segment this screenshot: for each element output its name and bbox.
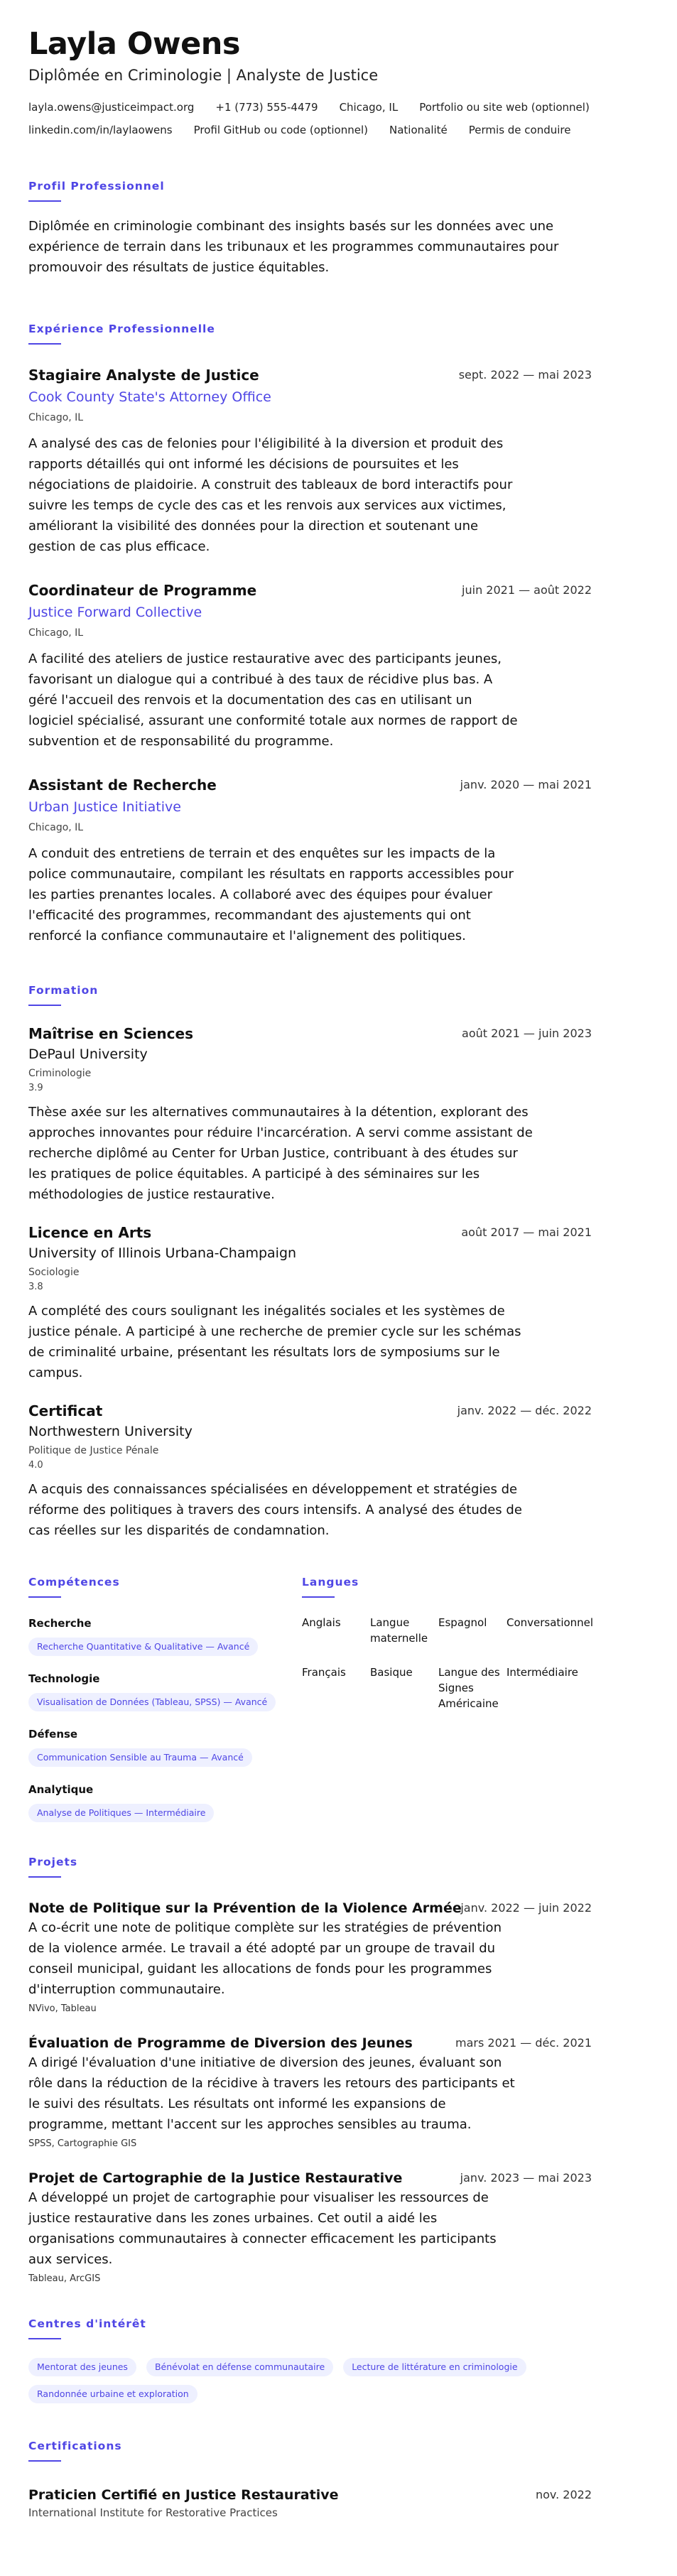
section-divider — [28, 1876, 61, 1878]
skill-group — [28, 1616, 302, 1656]
education-school: Northwestern University — [28, 1424, 193, 1439]
interest-chip: Lecture de littérature en criminologie — [343, 2358, 526, 2376]
certification-name: Praticien Certifié en Justice Restaurative — [28, 2487, 339, 2503]
skill-category: Défense — [28, 1728, 78, 1741]
skill-category: Analytique — [28, 1783, 94, 1796]
experience-dates: janv. 2020 — mai 2021 — [460, 778, 592, 791]
language-name: Anglais — [302, 1616, 341, 1629]
education-field: Sociologie — [28, 1267, 80, 1278]
experience-description: A conduit des entretiens de terrain et des enquêtes sur les impacts de la police communautaire, compilant les résultats en rapports accessibles pour les parties prenantes locales. A collaboré avec des équipes pour évaluer l'efficacité des programmes, recommandant des ajustements qui ont renforcé la confiance communautaire et l'alignement des politiques. — [28, 846, 514, 943]
contact-phone[interactable]: +1 (773) 555-4479 — [215, 101, 318, 114]
experience-description: A facilité des ateliers de justice restaurative avec des participants jeunes, favorisant un dialogue qui a contribué à des taux de récidive plus bas. A géré l'accueil des renvois et la documentation des cas en utilisant un logiciel spécialisé, assurant une conformité totale aux normes de rapport de subvention et de responsabilité du programme. — [28, 651, 518, 749]
education-dates: janv. 2022 — déc. 2022 — [457, 1404, 592, 1417]
experience-entry — [28, 366, 592, 557]
project-description: A co-écrit une note de politique complète sur les stratégies de prévention de la violence armée. Le travail a été adopté par un groupe de travail du conseil municipal, guidant les allocations de fonds pour les programmes d'interruption communautaire. — [28, 1920, 502, 1997]
project-entry — [28, 2169, 592, 2285]
interest-chip-list — [28, 2358, 597, 2403]
interest-chip: Mentorat des jeunes — [28, 2358, 136, 2376]
section-divider — [302, 1596, 335, 1598]
language-list — [302, 1615, 592, 1711]
section-title-skills: Compétences — [28, 1576, 120, 1589]
skill-group — [28, 1672, 302, 1711]
skill-category: Technologie — [28, 1672, 100, 1685]
experience-organization: Urban Justice Initiative — [28, 799, 181, 815]
education-school: University of Illinois Urbana-Champaign — [28, 1245, 297, 1261]
education-degree: Certificat — [28, 1402, 103, 1419]
project-dates: janv. 2022 — juin 2022 — [460, 1901, 592, 1915]
project-dates: janv. 2023 — mai 2023 — [460, 2171, 592, 2185]
skill-chip: Communication Sensible au Trauma — Avancé — [28, 1748, 252, 1767]
education-section — [28, 983, 592, 1541]
contact-location: Chicago, IL — [339, 101, 399, 114]
experience-organization: Cook County State's Attorney Office — [28, 389, 271, 405]
project-dates: mars 2021 — déc. 2021 — [455, 2036, 592, 2050]
certification-issuer: International Institute for Restorative Practices — [28, 2506, 278, 2519]
contact-list — [28, 101, 639, 136]
interest-chip: Bénévolat en défense communautaire — [146, 2358, 333, 2376]
education-degree: Licence en Arts — [28, 1224, 152, 1241]
project-name: Note de Politique sur la Prévention de la Violence Armée — [28, 1900, 462, 1916]
section-divider — [28, 343, 61, 345]
profile-summary: Diplômée en criminologie combinant des insights basés sur les données avec une expérience de terrain dans les tribunaux et les programmes communautaires pour promouvoir des résultats de justice équitables. — [28, 219, 559, 275]
project-tools: SPSS, Cartographie GIS — [28, 2138, 137, 2149]
experience-location: Chicago, IL — [28, 822, 84, 833]
section-divider — [28, 2338, 61, 2339]
section-title-languages: Langues — [302, 1576, 359, 1589]
education-description: Thèse axée sur les alternatives communautaires à la détention, explorant des approches innovantes pour réduire l'incarcération. A servi comme assistant de recherche diplômé au Center for Urban Justice, contribuant à des études sur les pratiques de police équitables. A participé à des séminaires sur les méthodologies de justice restaurative. — [28, 1105, 533, 1202]
contact-portfolio[interactable]: Portfolio ou site web (optionnel) — [419, 101, 590, 114]
section-title-experience: Expérience Professionnelle — [28, 323, 215, 335]
experience-dates: juin 2021 — août 2022 — [462, 583, 592, 597]
project-entry — [28, 1899, 592, 2015]
certification-date: nov. 2022 — [535, 2488, 592, 2501]
project-tools: NVivo, Tableau — [28, 2003, 97, 2014]
experience-role: Coordinateur de Programme — [28, 582, 257, 599]
language-name: Espagnol — [438, 1616, 487, 1629]
contact-email[interactable]: layla.owens@justiceimpact.org — [28, 101, 195, 114]
experience-role: Assistant de Recherche — [28, 776, 217, 794]
education-description: A complété des cours soulignant les inégalités sociales et les systèmes de justice pénale. A participé à une recherche de premier cycle sur les schémas de criminalité urbaine, présentant les résultats lors de symposiums sur le campus. — [28, 1304, 521, 1380]
certifications-section — [28, 2439, 592, 2520]
section-title-projects: Projets — [28, 1856, 78, 1868]
candidate-headline: Diplômée en Criminologie | Analyste de Justice — [28, 67, 379, 84]
section-title-interests: Centres d'intérêt — [28, 2317, 146, 2330]
interests-section — [28, 2317, 592, 2403]
language-level: Conversationnel — [507, 1616, 594, 1629]
section-divider — [28, 2460, 61, 2462]
education-gpa: 3.9 — [28, 1083, 43, 1093]
contact-github[interactable]: Profil GitHub ou code (optionnel) — [193, 124, 368, 136]
education-dates: août 2021 — juin 2023 — [462, 1027, 592, 1040]
experience-organization: Justice Forward Collective — [28, 605, 202, 620]
project-name: Évaluation de Programme de Diversion des Jeunes — [28, 2035, 413, 2051]
language-level: Basique — [370, 1666, 413, 1679]
candidate-name: Layla Owens — [28, 26, 240, 62]
skill-chip: Analyse de Politiques — Intermédiaire — [28, 1804, 214, 1822]
language-name: Français — [302, 1666, 346, 1679]
skill-group — [28, 1782, 302, 1822]
education-entry — [28, 1024, 592, 1205]
contact-license: Permis de conduire — [468, 124, 571, 136]
experience-description: A analysé des cas de felonies pour l'éligibilité à la diversion et produit des rapports détaillés qui ont informé les décisions de poursuites et les négociations de plaidoirie. A construit des tableaux de bord interactifs pour suivre les temps de cycle des cas et les renvois aux services aux victimes, améliorant la visibilité des données pour la direction et soutenant une gestion de cas plus efficace. — [28, 436, 513, 554]
education-dates: août 2017 — mai 2021 — [461, 1225, 592, 1239]
language-level: Langue maternelle — [370, 1616, 428, 1645]
experience-role: Stagiaire Analyste de Justice — [28, 367, 259, 384]
skills-section — [28, 1575, 302, 1822]
profile-section — [28, 179, 592, 278]
section-title-certifications: Certifications — [28, 2440, 122, 2452]
skill-category: Recherche — [28, 1617, 92, 1630]
skill-group — [28, 1727, 302, 1767]
interest-chip: Randonnée urbaine et exploration — [28, 2385, 197, 2403]
project-tools: Tableau, ArcGIS — [28, 2273, 101, 2284]
education-degree: Maîtrise en Sciences — [28, 1025, 193, 1042]
experience-location: Chicago, IL — [28, 412, 84, 423]
section-title-education: Formation — [28, 984, 99, 997]
experience-entry — [28, 581, 592, 752]
education-description: A acquis des connaissances spécialisées en développement et stratégies de réforme des politiques à travers des cours intensifs. A analysé des études de cas réelles sur les disparités de condamnation. — [28, 1482, 522, 1538]
education-entry — [28, 1402, 592, 1541]
education-entry — [28, 1223, 592, 1383]
project-description: A développé un projet de cartographie pour visualiser les ressources de justice restaurative dans les zones urbaines. Cet outil a aidé les organisations communautaires à connecter efficacement les participants aux services. — [28, 2190, 497, 2267]
education-gpa: 3.8 — [28, 1282, 43, 1292]
experience-entry — [28, 776, 592, 946]
skills-languages-row — [28, 1575, 592, 1822]
language-level: Intermédiaire — [507, 1666, 578, 1679]
project-name: Projet de Cartographie de la Justice Restaurative — [28, 2170, 403, 2186]
section-divider — [28, 1005, 61, 1006]
experience-section — [28, 322, 592, 946]
section-divider — [28, 1596, 61, 1598]
project-description: A dirigé l'évaluation d'une initiative de diversion des jeunes, évaluant son rôle dans la réduction de la récidive à travers les retours des participants et le suivi des résultats. Les résultats ont informé les expansions de programme, mettant l'accent sur les approches sensibles au trauma. — [28, 2055, 515, 2132]
languages-section — [302, 1575, 592, 1822]
education-gpa: 4.0 — [28, 1460, 43, 1471]
education-field: Politique de Justice Pénale — [28, 1445, 159, 1456]
section-divider — [28, 200, 61, 202]
contact-linkedin[interactable]: linkedin.com/in/laylaowens — [28, 124, 173, 136]
experience-location: Chicago, IL — [28, 627, 84, 639]
certification-entry — [28, 2486, 592, 2520]
contact-nationality: Nationalité — [389, 124, 448, 136]
resume-header — [28, 26, 592, 136]
language-name: Langue des Signes Américaine — [438, 1666, 500, 1710]
experience-dates: sept. 2022 — mai 2023 — [458, 368, 592, 381]
education-field: Criminologie — [28, 1068, 92, 1079]
skill-chip: Recherche Quantitative & Qualitative — Avancé — [28, 1638, 258, 1656]
skill-chip: Visualisation de Données (Tableau, SPSS) — Avancé — [28, 1693, 276, 1711]
section-title-profile: Profil Professionnel — [28, 180, 165, 193]
projects-section — [28, 1855, 592, 2285]
education-school: DePaul University — [28, 1046, 148, 1062]
project-entry — [28, 2034, 592, 2150]
